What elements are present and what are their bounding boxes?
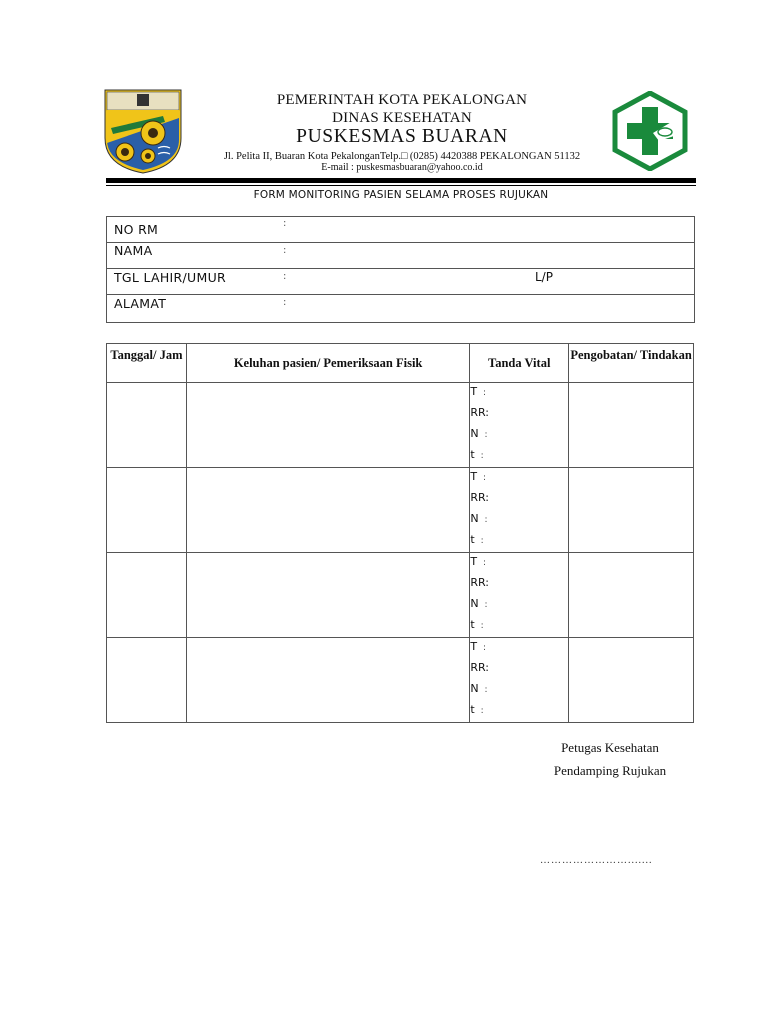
pekalongan-crest-icon [103,88,183,174]
vital-sign-line [470,680,568,701]
vital-sign-line [470,659,568,680]
signature-title-line2: Pendamping Rujukan [553,763,667,778]
vital-sign-line [470,638,568,659]
vital-sign-label: T [470,555,478,568]
vital-sign-label: T [470,470,478,483]
vital-sign-line [470,595,568,616]
cell-tanda-vital[interactable] [470,553,569,638]
cell-pengobatan[interactable] [569,553,694,638]
vital-sign-colon: : [480,621,484,631]
vital-sign-line [470,468,568,489]
vital-sign-line [470,701,568,722]
col-header-tanggal: Tanggal/ Jam [107,344,187,383]
table-row [107,383,694,468]
col-header-keluhan: Keluhan pasien/ Pemeriksaan Fisik [186,344,469,383]
header-email: E-mail : puskesmasbuaran@yahoo.co.id [321,162,483,173]
cell-keluhan[interactable] [186,638,469,723]
header-divider-thin [106,185,696,186]
identity-label: NAMA [114,243,153,258]
vital-sign-line [470,425,568,446]
identity-colon: : [283,245,287,256]
vital-sign-label: N [470,682,479,695]
vital-sign-label: N [470,427,479,440]
cell-tanggal[interactable] [107,638,187,723]
vital-sign-line [470,489,568,510]
vital-sign-colon: : [483,473,487,483]
cell-keluhan[interactable] [186,468,469,553]
cell-tanda-vital[interactable] [470,638,569,723]
header-address: Jl. Pelita II, Buaran Kota PekalonganTelp.□ (0285) 4420388 PEKALONGAN 51132 [223,151,581,162]
identity-row-tgl-lahir [107,269,694,295]
vital-sign-label: t [470,618,475,631]
col-header-pengobatan: Pengobatan/ Tindakan [569,344,694,383]
vital-sign-colon: : [484,600,488,610]
monitoring-table [106,343,694,723]
header-government-name: PEMERINTAH KOTA PEKALONGAN [276,92,528,108]
vital-sign-colon: : [480,536,484,546]
vital-sign-line [470,383,568,404]
puskesmas-cross-icon [611,91,689,171]
vital-sign-label: N [470,597,479,610]
table-row [107,468,694,553]
cell-tanggal[interactable] [107,553,187,638]
vital-sign-colon: : [483,558,487,568]
vital-sign-label: t [470,703,475,716]
header-puskesmas-name: PUSKESMAS BUARAN [296,126,508,147]
table-row [107,553,694,638]
cell-tanggal[interactable] [107,468,187,553]
vital-sign-label: RR: [470,406,489,419]
vital-sign-line [470,553,568,574]
vital-sign-colon: : [484,515,488,525]
vital-sign-colon: : [480,451,484,461]
cell-keluhan[interactable] [186,383,469,468]
vital-sign-label: T [470,385,478,398]
identity-gender-label: L/P [535,270,553,284]
identity-colon: : [283,218,287,229]
signature-title-line1: Petugas Kesehatan [561,740,659,755]
vital-sign-line [470,446,568,467]
vital-sign-colon: : [484,430,488,440]
identity-label: NO RM [114,222,159,237]
vital-sign-line [470,531,568,552]
header-department: DINAS KESEHATAN [332,110,472,126]
vital-sign-label: T [470,640,478,653]
vital-sign-colon: : [484,685,488,695]
vital-sign-label: RR: [470,661,489,674]
vital-sign-colon: : [483,388,487,398]
header-divider-thick [106,178,696,183]
identity-row-alamat [107,295,694,321]
identity-colon: : [283,271,287,282]
patient-identity-box [106,216,695,323]
vital-sign-line [470,574,568,595]
identity-label: ALAMAT [114,296,167,311]
vital-sign-label: t [470,448,475,461]
cell-keluhan[interactable] [186,553,469,638]
identity-colon: : [283,297,287,308]
col-header-tanda-vital: Tanda Vital [470,344,569,383]
cell-pengobatan[interactable] [569,468,694,553]
vital-sign-label: N [470,512,479,525]
vital-sign-colon: : [483,643,487,653]
table-header-row [107,344,694,383]
identity-row-no-rm [107,217,694,243]
vital-sign-label: t [470,533,475,546]
vital-sign-line [470,510,568,531]
identity-row-nama [107,243,694,269]
cell-tanggal[interactable] [107,383,187,468]
table-row [107,638,694,723]
identity-label: TGL LAHIR/UMUR [114,270,227,285]
cell-tanda-vital[interactable] [470,468,569,553]
vital-sign-line [470,404,568,425]
vital-sign-label: RR: [470,491,489,504]
cell-pengobatan[interactable] [569,383,694,468]
vital-sign-label: RR: [470,576,489,589]
cell-tanda-vital[interactable] [470,383,569,468]
signature-dotted-line: ……………………....... [540,855,653,866]
form-title: FORM MONITORING PASIEN SELAMA PROSES RUJUKAN [253,189,549,201]
cell-pengobatan[interactable] [569,638,694,723]
vital-sign-colon: : [480,706,484,716]
vital-sign-line [470,616,568,637]
